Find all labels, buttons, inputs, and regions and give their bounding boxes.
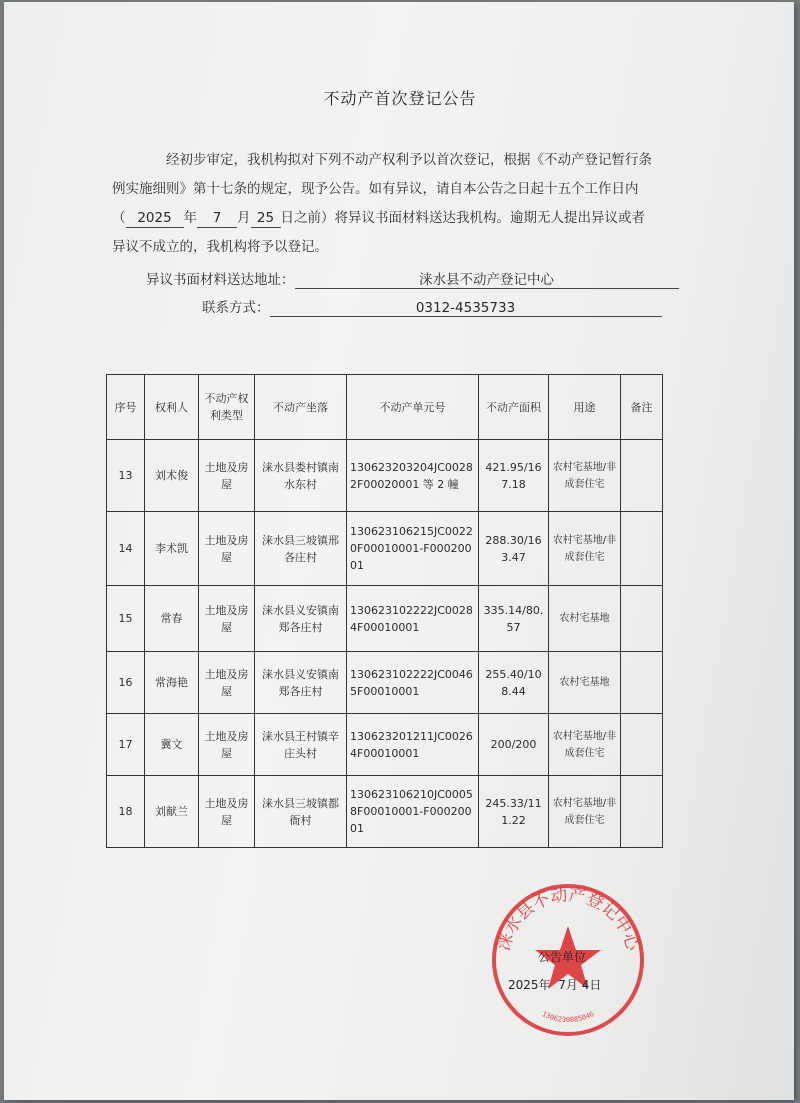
cell-unit: 130623102222JC00284F00010001	[347, 586, 479, 652]
cell-location: 涞水县娄村镇南水东村	[255, 440, 347, 512]
cell-location: 涞水县三坡镇都衙村	[255, 776, 347, 848]
cell-area: 200/200	[479, 714, 549, 776]
cell-area: 335.14/80.57	[479, 586, 549, 652]
contact-label: 联系方式：	[202, 300, 270, 316]
cell-unit: 130623201211JC00264F00010001	[347, 714, 479, 776]
body-line-4: 异议不成立的，我机构将予以登记。	[112, 239, 328, 255]
cell-use: 农村宅基地/非成套住宅	[549, 512, 621, 586]
cell-note	[621, 586, 663, 652]
open-paren: （	[112, 210, 126, 226]
cell-use: 农村宅基地/非成套住宅	[549, 440, 621, 512]
cell-no: 18	[107, 776, 145, 848]
cell-unit: 130623102222JC00465F00010001	[347, 652, 479, 714]
issuing-unit-label: 公告单位	[538, 950, 587, 964]
issue-month-unit: 月	[565, 978, 578, 992]
cell-type: 土地及房屋	[199, 714, 255, 776]
body-line-1: 经初步审定，我机构拟对下列不动产权利予以首次登记，根据《不动产登记暂行条	[166, 152, 652, 168]
cell-no: 16	[107, 652, 145, 714]
header-unit-number: 不动产单元号	[347, 375, 479, 440]
cell-owner: 李术凯	[145, 512, 199, 586]
issue-day: 4	[581, 978, 590, 992]
table-row	[107, 512, 663, 586]
issue-year: 2025	[508, 978, 539, 992]
table-row	[107, 652, 663, 714]
body-line-2: 例实施细则》第十七条的规定，现予公告。如有异议，请自本公告之日起十五个工作日内	[112, 181, 639, 197]
address-label: 异议书面材料送达地址：	[146, 272, 295, 288]
cell-unit: 130623203204JC00282F00020001 等 2 幢	[347, 440, 479, 512]
header-right-type: 不动产权利类型	[199, 375, 255, 440]
cell-location: 涞水县三坡镇邢各庄村	[255, 512, 347, 586]
deadline-month: 7	[197, 209, 237, 228]
month-unit: 月	[237, 210, 251, 226]
table-row	[107, 440, 663, 512]
cell-unit: 130623106215JC00220F00010001-F00020001	[347, 512, 479, 586]
cell-type: 土地及房屋	[199, 586, 255, 652]
cell-note	[621, 440, 663, 512]
cell-note	[621, 512, 663, 586]
deadline-suffix: 日之前）将异议书面材料送达我机构。逾期无人提出异议或者	[280, 210, 645, 226]
cell-use: 农村宅基地	[549, 586, 621, 652]
issue-date	[508, 976, 601, 993]
registration-table	[106, 374, 663, 848]
cell-note	[621, 776, 663, 848]
cell-owner: 常海艳	[145, 652, 199, 714]
contact-value: 0312-4535733	[270, 300, 662, 317]
address-row	[146, 268, 679, 289]
cell-area: 421.95/167.18	[479, 440, 549, 512]
cell-use: 农村宅基地/非成套住宅	[549, 776, 621, 848]
deadline-year: 2025	[126, 209, 184, 228]
seal-text: 涞水县不动产登记中心	[493, 885, 643, 953]
address-value: 涞水县不动产登记中心	[295, 268, 679, 289]
cell-unit: 130623106210JC00058F00010001-F00020001	[347, 776, 479, 848]
header-owner: 权利人	[145, 375, 199, 440]
header-no: 序号	[107, 375, 145, 440]
cell-area: 288.30/163.47	[479, 512, 549, 586]
cell-owner: 冀文	[145, 714, 199, 776]
seal-code: 1306230085046	[540, 1010, 596, 1025]
header-location: 不动产坐落	[255, 375, 347, 440]
contact-row	[202, 296, 662, 317]
issue-day-unit: 日	[589, 978, 602, 992]
header-use: 用途	[549, 375, 621, 440]
table-row	[107, 714, 663, 776]
issue-month: 7	[558, 978, 566, 992]
announcement-body	[112, 146, 692, 262]
table-header-row	[107, 375, 663, 440]
table-row	[107, 586, 663, 652]
body-line-3	[112, 204, 692, 233]
deadline-day: 25	[251, 209, 281, 228]
cell-no: 17	[107, 714, 145, 776]
cell-location: 涞水县义安镇南郑各庄村	[255, 652, 347, 714]
table-row	[107, 776, 663, 848]
header-area: 不动产面积	[479, 375, 549, 440]
cell-type: 土地及房屋	[199, 512, 255, 586]
issue-year-unit: 年	[538, 978, 551, 992]
cell-type: 土地及房屋	[199, 776, 255, 848]
cell-use: 农村宅基地	[549, 652, 621, 714]
year-unit: 年	[183, 210, 197, 226]
cell-owner: 刘术俊	[145, 440, 199, 512]
cell-note	[621, 714, 663, 776]
cell-location: 涞水县王村镇辛庄头村	[255, 714, 347, 776]
cell-owner: 常春	[145, 586, 199, 652]
cell-type: 土地及房屋	[199, 652, 255, 714]
cell-use: 农村宅基地/非成套住宅	[549, 714, 621, 776]
cell-owner: 刘献兰	[145, 776, 199, 848]
cell-area: 255.40/108.44	[479, 652, 549, 714]
cell-area: 245.33/111.22	[479, 776, 549, 848]
cell-location: 涞水县义安镇南郑各庄村	[255, 586, 347, 652]
cell-no: 14	[107, 512, 145, 586]
page-title: 不动产首次登记公告	[323, 89, 477, 108]
cell-note	[621, 652, 663, 714]
cell-no: 13	[107, 440, 145, 512]
cell-no: 15	[107, 586, 145, 652]
header-note: 备注	[621, 375, 663, 440]
cell-type: 土地及房屋	[199, 440, 255, 512]
